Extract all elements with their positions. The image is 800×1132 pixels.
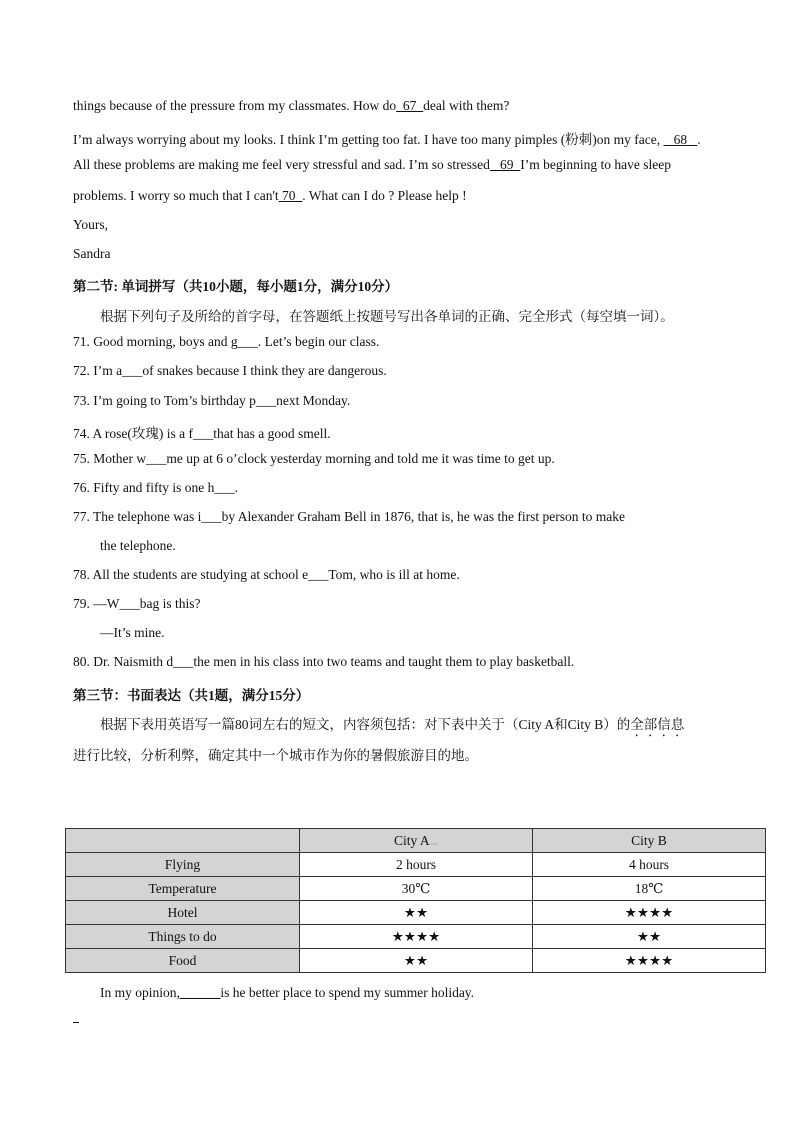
dash-mark	[73, 1022, 79, 1023]
header-cell-city-a: City AZXXK	[300, 829, 533, 853]
question-77: 77. The telephone was i___by Alexander Graham Bell in 1876, that is, he was the first person to make	[73, 509, 625, 524]
table-row	[66, 877, 766, 901]
letter-text: I’m always worrying about my looks. I think I’m getting to	[73, 132, 393, 147]
letter-closing: Yours,	[73, 217, 109, 232]
letter-line-3	[73, 157, 671, 173]
question-77-continued: the telephone.	[100, 538, 176, 553]
question-80: 80. Dr. Naismith d___the men in his class into two teams and taught them to play basketball.	[73, 654, 575, 669]
letter-signature: Sandra	[73, 246, 111, 261]
answer-blank-70: 70	[282, 188, 296, 203]
question-74: 74. A rose(玫瑰) is a f___that has a good smell.	[73, 426, 331, 441]
question-79-answer: —It’s mine.	[100, 625, 165, 640]
row-label: Food	[66, 949, 300, 973]
table-row	[66, 925, 766, 949]
question-73: 73. I’m going to Tom’s birthday p___next Monday.	[73, 393, 351, 408]
letter-line-4	[73, 188, 467, 204]
letter-text: o	[392, 132, 400, 147]
row-label: Things to do	[66, 925, 300, 949]
table-cell: 30℃	[300, 877, 533, 901]
prompt-blank: ______	[179, 985, 221, 1000]
table-cell: ★★	[533, 925, 766, 949]
question-75: 75. Mother w___me up at 6 o’clock yesterday morning and told me it was time to get up.	[73, 451, 555, 466]
letter-text: problems. I worry so much that I can't	[73, 188, 279, 203]
table-header-row	[66, 829, 766, 853]
header-cell-city-b: City B	[533, 829, 766, 853]
letter-text: I’m beginning to have sleep	[520, 157, 671, 172]
letter-text: things because of the pressure from my classmates. How do	[73, 98, 397, 113]
table-cell: ★★	[300, 901, 533, 925]
table-cell: 2 hours	[300, 853, 533, 877]
row-label: Flying	[66, 853, 300, 877]
table-row	[66, 853, 766, 877]
letter-line-1	[73, 98, 509, 114]
letter-text: All these problems are making me feel very stressful and sad. I’m so stressed	[73, 157, 490, 172]
section3-heading: 第三节：书面表达（共1题，满分15分）	[73, 688, 310, 703]
table-cell: ★★★★	[533, 949, 766, 973]
table-cell: ★★	[300, 949, 533, 973]
letter-text: . What can I do ? Please help !	[302, 188, 467, 203]
table-cell: ★★★★	[533, 901, 766, 925]
letter-text: fat. I have too many pimples (粉刺)on my face,	[399, 132, 664, 147]
section3-instruction	[100, 713, 684, 740]
answer-blank-67: 67	[402, 98, 417, 113]
row-label: Temperature	[66, 877, 300, 901]
watermark-note: ZXXK	[429, 841, 438, 846]
question-71: 71. Good morning, boys and g___. Let’s begin our class.	[73, 334, 380, 349]
prompt-text: is he better place to spend my summer holiday.	[220, 985, 475, 1000]
table-cell: 18℃	[533, 877, 766, 901]
section2-heading: 第二节: 单词拼写（共10小题，每小题1分，满分10分）	[73, 279, 399, 294]
letter-text: .	[697, 132, 701, 147]
answer-blank-68: 68	[673, 132, 688, 147]
instruction-text: 根据下表用英语写一篇80词左右的短文，内容须包括：对下表中关于（City A和City B）的	[100, 717, 631, 732]
writing-prompt	[100, 985, 474, 1001]
section2-instruction: 根据下列句子及所给的首字母，在答题纸上按题号写出各单词的正确、完全形式（每空填一词）。	[100, 309, 674, 324]
city-comparison-table	[65, 828, 766, 973]
table-cell: 4 hours	[533, 853, 766, 877]
question-79: 79. —W___bag is this?	[73, 596, 201, 611]
question-72: 72. I’m a___of snakes because I think they are dangerous.	[73, 363, 387, 378]
table-row	[66, 949, 766, 973]
emphasized-text: 全部信息	[630, 717, 685, 732]
prompt-text: In my opinion,	[100, 985, 180, 1000]
header-cell	[66, 829, 300, 853]
row-label: Hotel	[66, 901, 300, 925]
answer-blank-69: 69	[500, 157, 514, 172]
table-row	[66, 901, 766, 925]
table-cell: ★★★★	[300, 925, 533, 949]
question-78: 78. All the students are studying at school e___Tom, who is ill at home.	[73, 567, 460, 582]
letter-line-2	[73, 128, 701, 148]
section3-instruction-continued: 进行比较，分析利弊，确定其中一个城市作为你的暑假旅游目的地。	[73, 748, 478, 763]
letter-text: deal with them?	[423, 98, 510, 113]
question-76: 76. Fifty and fifty is one h___.	[73, 480, 238, 495]
